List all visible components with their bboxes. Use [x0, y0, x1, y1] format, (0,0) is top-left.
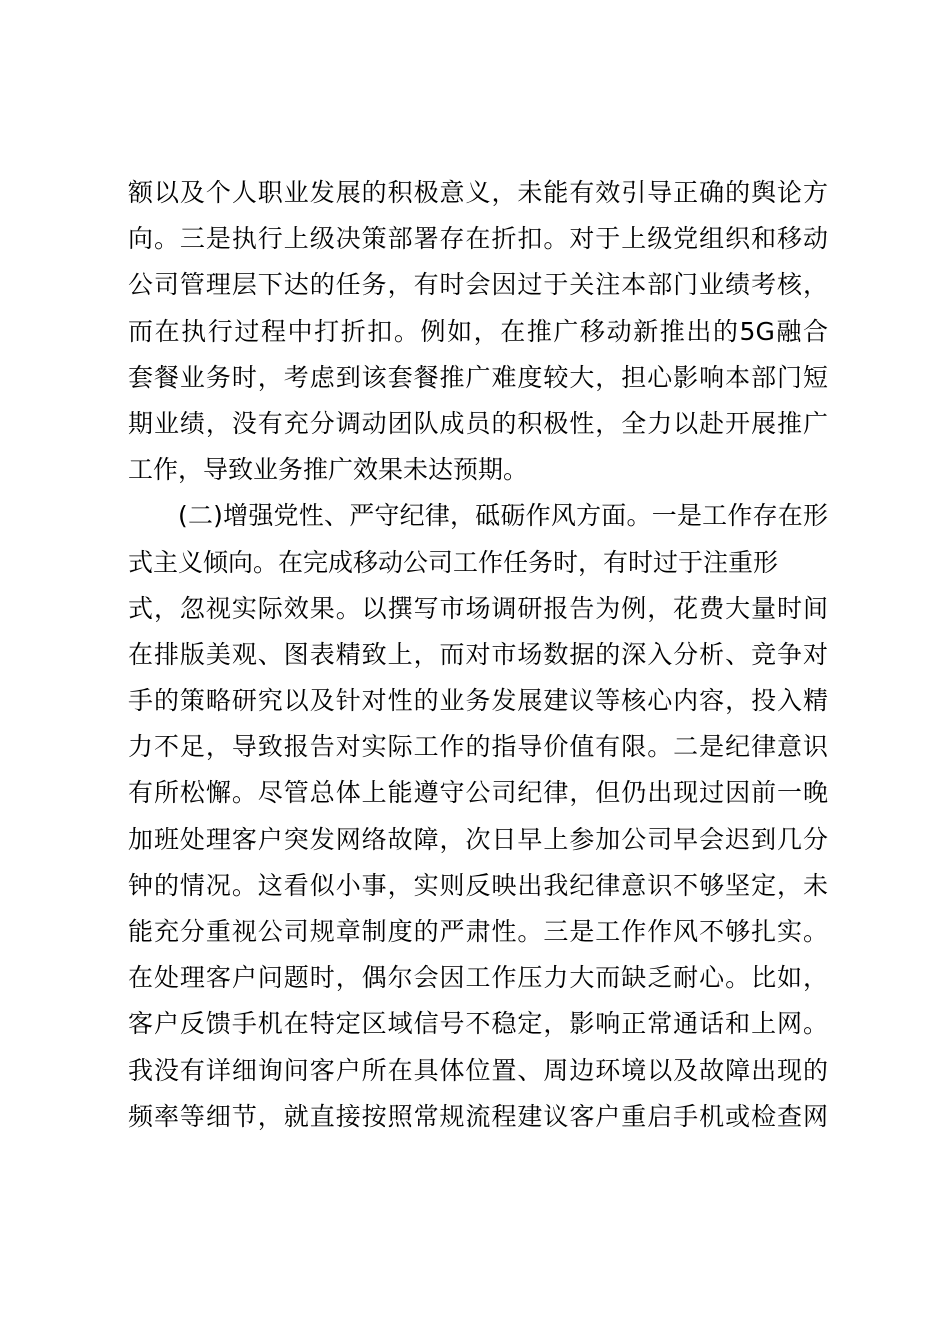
text-line: 我没有详细询问客户所在具体位置、周边环境以及故障出现的 — [128, 1055, 828, 1085]
section-heading-line: (二)增强党性、严守纪律，砥砺作风方面。一是工作存在形 — [178, 501, 828, 531]
text-line: 力不足，导致报告对实际工作的指导价值有限。二是纪律意识 — [128, 732, 828, 762]
text-line: 手的策略研究以及针对性的业务发展建议等核心内容，投入精 — [128, 686, 828, 716]
text-line: 额以及个人职业发展的积极意义，未能有效引导正确的舆论方 — [128, 178, 828, 207]
text-line: 能充分重视公司规章制度的严肃性。三是工作作风不够扎实。 — [128, 917, 828, 946]
text-line: 工作，导致业务推广效果未达预期。 — [128, 455, 529, 485]
text-line: 客户反馈手机在特定区域信号不稳定，影响正常通话和上网。 — [128, 1009, 828, 1039]
text-line: 向。三是执行上级决策部署存在折扣。对于上级党组织和移动 — [128, 224, 828, 254]
text-line: 有所松懈。尽管总体上能遵守公司纪律，但仍出现过因前一晚 — [128, 778, 828, 808]
text-line: 期业绩，没有充分调动团队成员的积极性，全力以赴开展推广 — [128, 408, 828, 438]
text-line: 频率等细节，就直接按照常规流程建议客户重启手机或检查网 — [128, 1101, 828, 1131]
text-line: 式主义倾向。在完成移动公司工作任务时，有时过于注重形 — [128, 547, 779, 577]
text-line: 而在执行过程中打折扣。例如，在推广移动新推出的5G融合 — [128, 316, 828, 346]
text-line: 钟的情况。这看似小事，实则反映出我纪律意识不够坚定，未 — [128, 870, 828, 900]
text-line: 在处理客户问题时，偶尔会因工作压力大而缺乏耐心。比如， — [128, 963, 828, 993]
text-line: 在排版美观、图表精致上，而对市场数据的深入分析、竞争对 — [128, 639, 828, 669]
text-line: 加班处理客户突发网络故障，次日早上参加公司早会迟到几分 — [128, 824, 828, 854]
text-line: 公司管理层下达的任务，有时会因过于关注本部门业绩考核， — [128, 270, 828, 300]
text-line: 式，忽视实际效果。以撰写市场调研报告为例，花费大量时间 — [128, 593, 828, 623]
text-line: 套餐业务时，考虑到该套餐推广难度较大，担心影响本部门短 — [128, 362, 828, 392]
body-text — [128, 170, 828, 1140]
